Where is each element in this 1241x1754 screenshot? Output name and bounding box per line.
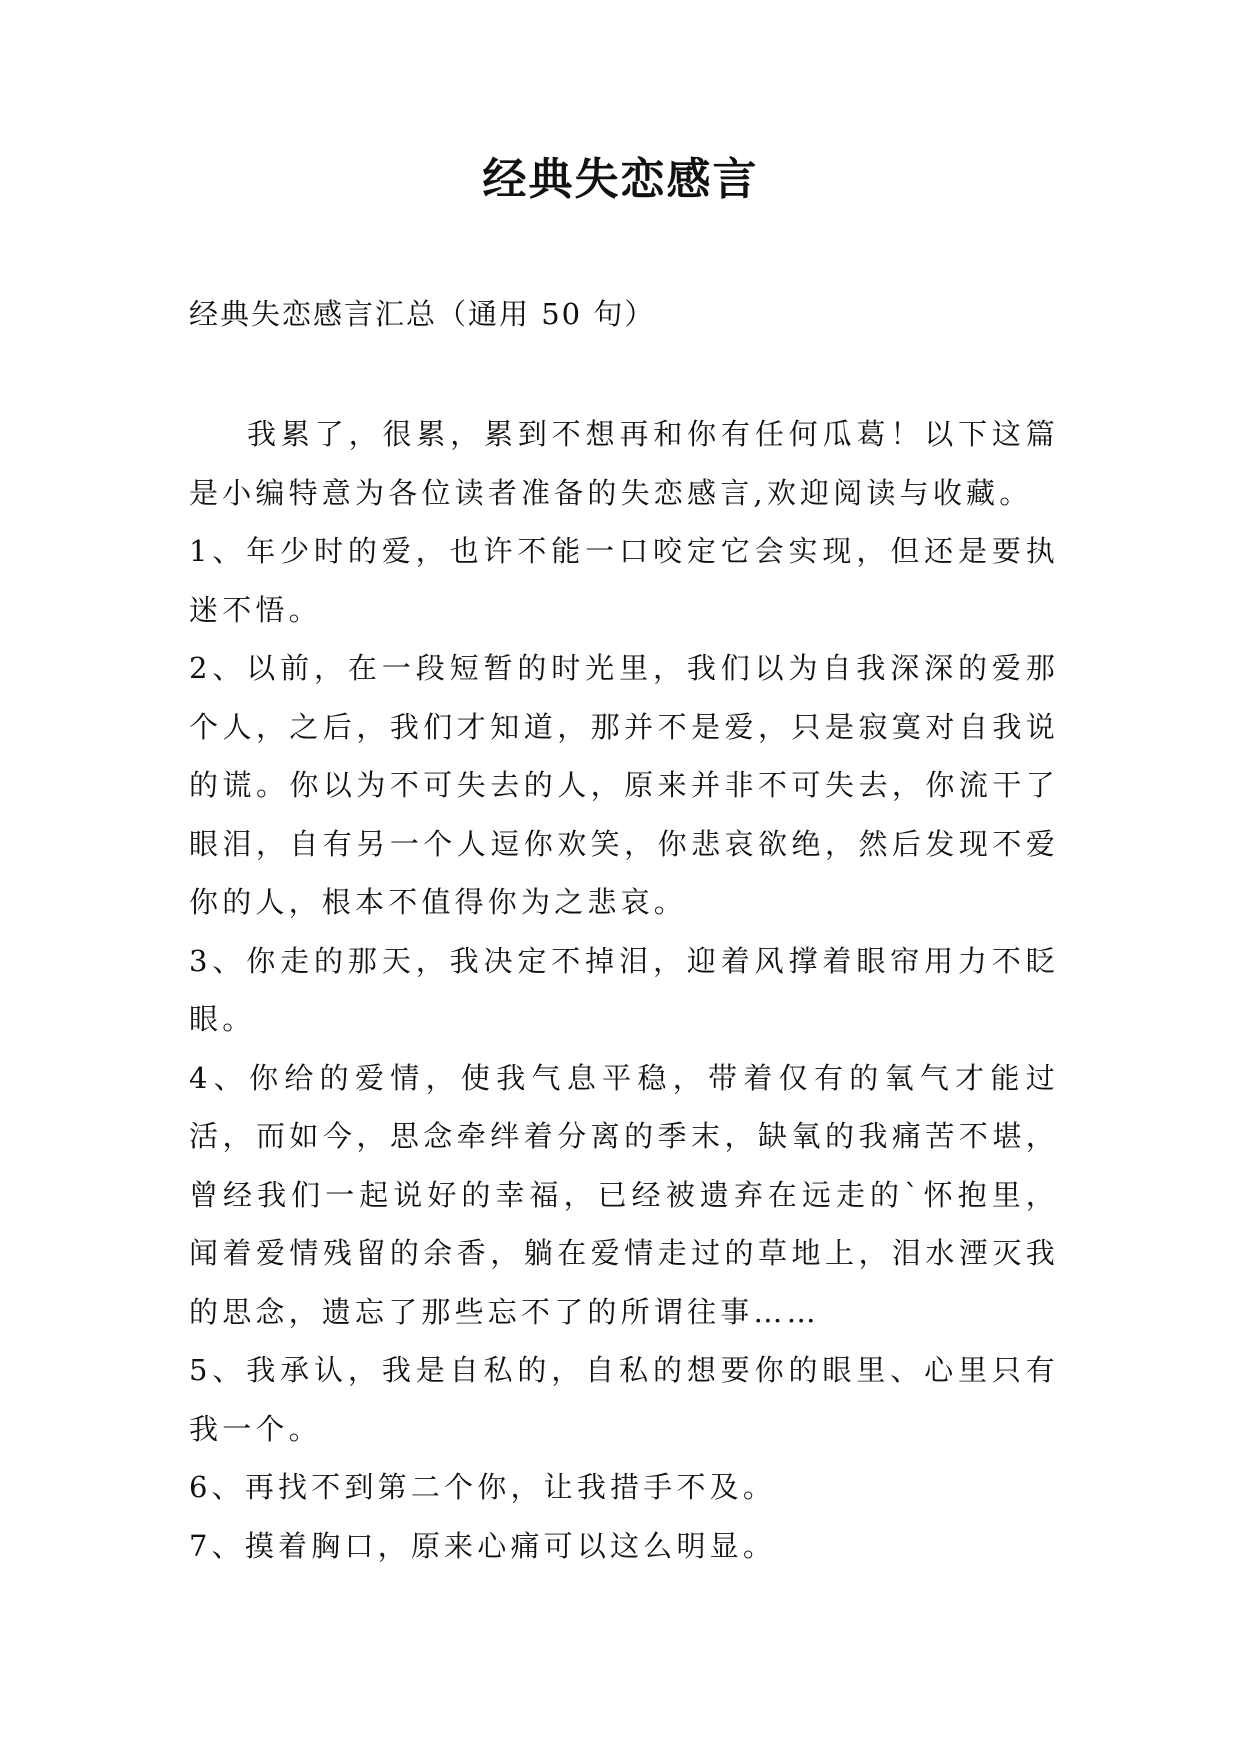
list-item: 4、你给的爱情，使我气息平稳，带着仅有的氧气才能过活，而如今，思念牵绊着分离的季末，缺氧的我痛苦不堪，曾经我们一起说好的幸福，已经被遗弃在远走的`怀抱里，闻着爱情残留的余香，躺在爱情走过的草地上，泪水湮灭我的思念，遗忘了那些忘不了的所谓往事……	[189, 1060, 1059, 1329]
list-item: 3、你走的那天，我决定不掉泪，迎着风撑着眼帘用力不眨眼。	[189, 943, 1059, 1036]
list-item: 6、再找不到第二个你，让我措手不及。	[189, 1470, 777, 1504]
list-item: 5、我承认，我是自私的，自私的想要你的眼里、心里只有我一个。	[189, 1353, 1059, 1446]
list-item: 7、摸着胸口，原来心痛可以这么明显。	[189, 1528, 777, 1563]
list-item: 2、以前，在一段短暂的时光里，我们以为自我深深的爱那个人，之后，我们才知道，那并不是爱，只是寂寞对自我说的谎。你以为不可失去的人，原来并非不可失去，你流干了眼泪，自有另一个人逗你欢笑，你悲哀欲绝，然后发现不爱你的人，根本不值得你为之悲哀。	[189, 651, 1059, 919]
document-title: 经典失恋感言	[482, 154, 759, 205]
intro-paragraph: 我累了，很累，累到不想再和你有任何瓜葛！以下这篇是小编特意为各位读者准备的失恋感言,欢迎阅读与收藏。	[189, 417, 1059, 510]
document-body	[189, 405, 1059, 1575]
document-subtitle: 经典失恋感言汇总（通用 50 句）	[189, 297, 656, 331]
list-item: 1、年少时的爱，也许不能一口咬定它会实现，但还是要执迷不悟。	[189, 534, 1059, 627]
